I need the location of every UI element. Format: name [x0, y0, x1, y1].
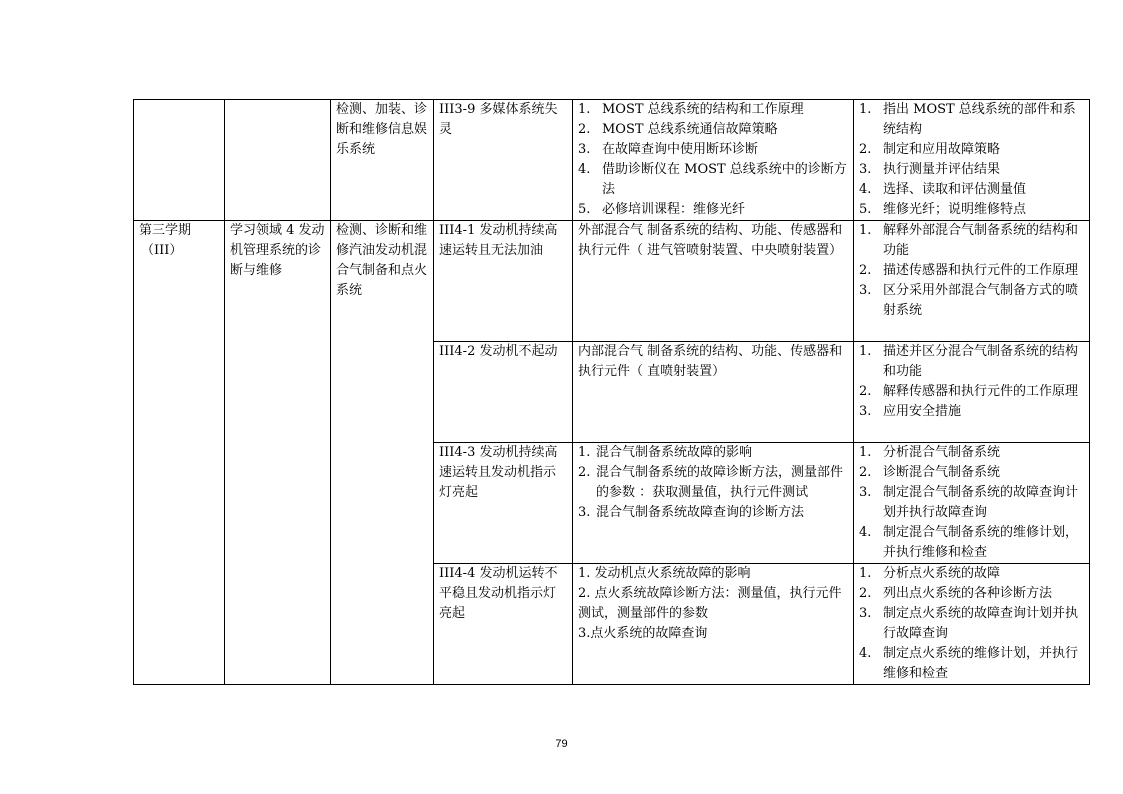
semester-cell: [134, 100, 225, 221]
task-cell: III4-1 发动机持续高速运转且无法加油: [434, 221, 573, 342]
list-item: 4. 选择、读取和评估测量值: [859, 182, 1027, 197]
curriculum-table: [133, 99, 1090, 685]
task-cell: III4-4 发动机运转不平稳且发动机指示灯亮起: [434, 564, 573, 685]
list-item: 2. 解释传感器和执行元件的工作原理: [859, 384, 1079, 399]
objectives-list: [859, 100, 1084, 220]
content-list: [578, 342, 848, 382]
list-item: 1. 描述并区分混合气制备系统的结构和功能: [859, 344, 1079, 379]
topic-cell: 检测、加装、诊断和维修信息娱乐系统: [331, 100, 434, 221]
list-item: 外部混合气 制备系统的结构、功能、传感器和执行元件（ 进气管喷射装置、中央喷射装置）: [578, 223, 843, 258]
objectives-cell: [854, 100, 1090, 221]
list-item: 2. 制定和应用故障策略: [859, 142, 1001, 157]
semester-roman: （III）: [141, 243, 183, 258]
list-item: 3. 应用安全措施: [859, 404, 962, 419]
table-row: [134, 100, 1090, 221]
objectives-cell: [854, 443, 1090, 564]
objectives-cell: [854, 221, 1090, 342]
page-number: 79: [555, 738, 568, 750]
task-cell: III4-2 发动机不起动: [434, 342, 573, 443]
list-item: 2. 描述传感器和执行元件的工作原理: [859, 263, 1079, 278]
list-item: 1. 发动机点火系统故障的影响: [578, 566, 751, 581]
list-item: 1. 解释外部混合气制备系统的结构和功能: [859, 223, 1079, 258]
content-cell: [573, 443, 854, 564]
list-item: 4. 借助诊断仪在 MOST 总线系统中的诊断方法: [578, 162, 847, 197]
content-cell: [573, 564, 854, 685]
list-item: 4. 制定点火系统的维修计划，并执行维修和检查: [859, 646, 1079, 681]
list-item: 3. 制定混合气制备系统的故障查询计划并执行故障查询: [859, 485, 1079, 520]
list-item: 2. 混合气制备系统的故障诊断方法，测量部件的参数 ：获取测量值，执行元件测试: [578, 465, 844, 500]
objectives-cell: [854, 564, 1090, 685]
content-cell: [573, 221, 854, 342]
list-item: 3. 制定点火系统的故障查询计划并执行故障查询: [859, 606, 1079, 641]
content-list: [578, 100, 848, 220]
list-item: 内部混合气 制备系统的结构、功能、传感器和执行元件（ 直喷射装置）: [578, 344, 843, 379]
list-item: 2. 点火系统故障诊断方法：测量值，执行元件测试，测量部件的参数: [578, 586, 842, 621]
list-item: 1. 分析点火系统的故障: [859, 566, 1001, 581]
list-item: 3.点火系统的故障查询: [578, 626, 708, 641]
objectives-list: [859, 221, 1084, 321]
list-item: 1. 分析混合气制备系统: [859, 445, 1001, 460]
list-item: 1. 混合气制备系统故障的影响: [578, 445, 753, 460]
list-item: 4. 制定混合气制备系统的维修计划，并执行维修和检查: [859, 525, 1079, 560]
objectives-list: [859, 443, 1084, 563]
content-list: [578, 443, 848, 523]
topic-cell: 检测、诊断和维修汽油发动机混合气制备和点火系统: [331, 221, 434, 685]
semester-label: 第三学期: [139, 223, 192, 238]
list-item: 2. 诊断混合气制备系统: [859, 465, 1001, 480]
objectives-cell: [854, 342, 1090, 443]
list-item: 2. MOST 总线系统通信故障策略: [578, 122, 778, 137]
list-item: 1. MOST 总线系统的结构和工作原理: [578, 102, 804, 117]
list-item: 3. 在故障查询中使用断环诊断: [578, 142, 759, 157]
table-row: [134, 221, 1090, 342]
list-item: 5. 必修培训课程：维修光纤: [578, 202, 746, 217]
learning-area-cell: [225, 100, 331, 221]
task-cell: III4-3 发动机持续高速运转且发动机指示灯亮起: [434, 443, 573, 564]
list-item: 1. 指出 MOST 总线系统的部件和系统结构: [859, 102, 1076, 137]
task-cell: III3-9 多媒体系统失灵: [434, 100, 573, 221]
list-item: 3. 执行测量并评估结果: [859, 162, 1001, 177]
content-cell: [573, 342, 854, 443]
list-item: 5. 维修光纤；说明维修特点: [859, 202, 1027, 217]
content-list: [578, 564, 848, 644]
list-item: 3. 区分采用外部混合气制备方式的喷射系统: [859, 283, 1079, 318]
semester-cell: [134, 221, 225, 685]
learning-area-cell: 学习领域 4 发动机管理系统的诊断与维修: [225, 221, 331, 685]
content-list: [578, 221, 848, 261]
objectives-list: [859, 564, 1084, 684]
list-item: 2. 列出点火系统的各种诊断方法: [859, 586, 1053, 601]
objectives-list: [859, 342, 1084, 422]
content-cell: [573, 100, 854, 221]
list-item: 3. 混合气制备系统故障查询的诊断方法: [578, 505, 805, 520]
